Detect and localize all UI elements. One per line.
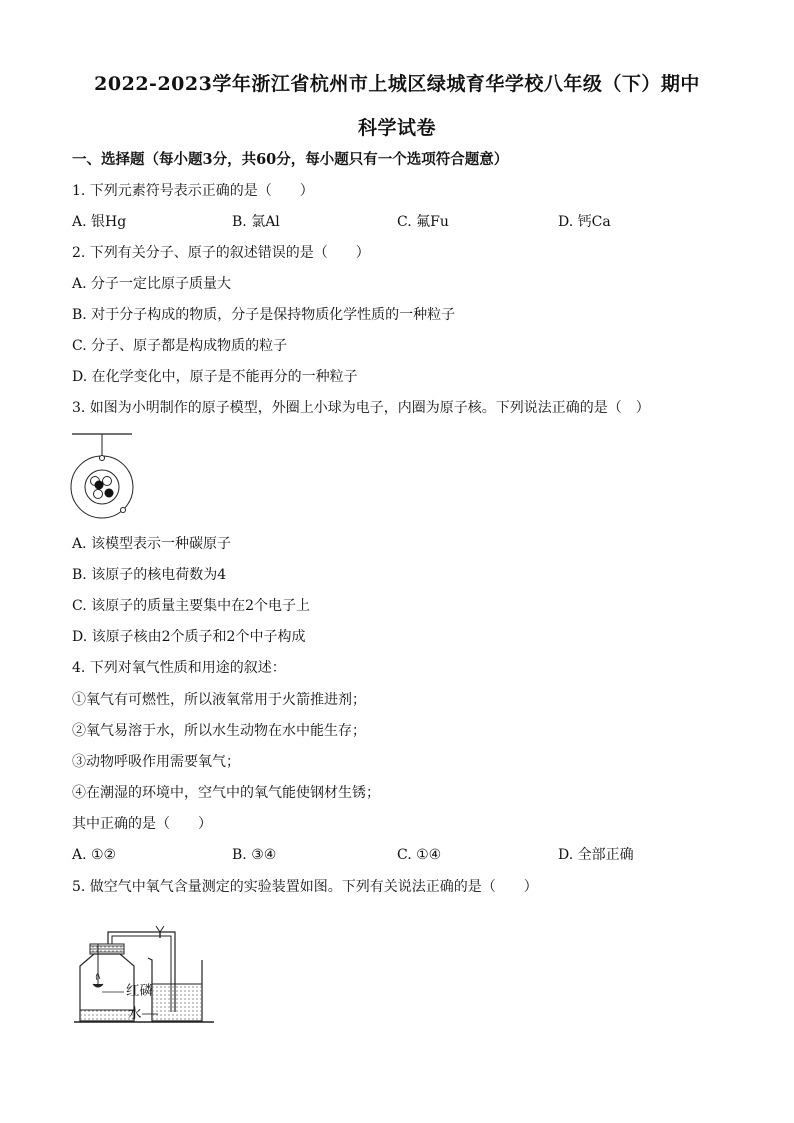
q1-option-d: D. 钙Ca: [558, 214, 611, 230]
q3-option-a: A. 该模型表示一种碳原子: [72, 536, 232, 552]
q3-option-c: C. 该原子的质量主要集中在2个电子上: [72, 598, 311, 614]
q4-item-2: ②氧气易溶于水，所以水生动物在水中能生存；: [72, 723, 366, 739]
q1-option-b: B. 氯Al: [232, 214, 280, 230]
label-red-phosphorus: 红磷: [126, 983, 153, 999]
q3-option-b: B. 该原子的核电荷数为4: [72, 567, 227, 583]
q3-option-d: D. 该原子核由2个质子和2个中子构成: [72, 629, 306, 645]
q4-tail: 其中正确的是（ ）: [72, 816, 212, 832]
q4-item-4: ④在潮湿的环境中，空气中的氧气能使钢材生锈；: [72, 785, 380, 801]
q2-option-a: A. 分子一定比原子质量大: [72, 276, 232, 292]
q5-stem: 5. 做空气中氧气含量测定的实验装置如图。下列有关说法正确的是（ ）: [72, 879, 538, 895]
q4-item-3: ③动物呼吸作用需要氧气；: [72, 754, 240, 770]
q4-option-d: D. 全部正确: [558, 847, 634, 863]
label-water: 水: [128, 1006, 142, 1022]
q4-stem: 4. 下列对氧气性质和用途的叙述：: [72, 660, 286, 676]
q2-stem: 2. 下列有关分子、原子的叙述错误的是（ ）: [72, 245, 370, 261]
q2-option-c: C. 分子、原子都是构成物质的粒子: [72, 338, 288, 354]
q4-option-b: B. ③④: [232, 847, 277, 863]
q1-option-a: A. 银Hg: [72, 214, 127, 230]
exam-title-line2: 科学试卷: [357, 117, 436, 139]
q1-stem: 1. 下列元素符号表示正确的是（ ）: [72, 183, 314, 199]
q2-option-b: B. 对于分子构成的物质，分子是保持物质化学性质的一种粒子: [72, 307, 456, 323]
q2-option-d: D. 在化学变化中，原子是不能再分的一种粒子: [72, 369, 358, 385]
q3-stem: 3. 如图为小明制作的原子模型，外圈上小球为电子，内圈为原子核。下列说法正确的是（ ）: [72, 400, 650, 416]
oxygen-experiment-figure: [72, 910, 217, 1028]
section-heading: 一、选择题（每小题3分，共60分，每小题只有一个选项符合题意）: [72, 151, 509, 168]
q4-option-a: A. ①②: [72, 847, 117, 863]
q1-option-c: C. 氟Fu: [397, 214, 449, 230]
q4-item-1: ①氧气有可燃性，所以液氧常用于火箭推进剂；: [72, 692, 366, 708]
atom-model-figure: [70, 430, 140, 522]
exam-title-line1: 2022-2023学年浙江省杭州市上城区绿城育华学校八年级（下）期中: [94, 73, 700, 95]
q4-option-c: C. ①④: [397, 847, 442, 863]
